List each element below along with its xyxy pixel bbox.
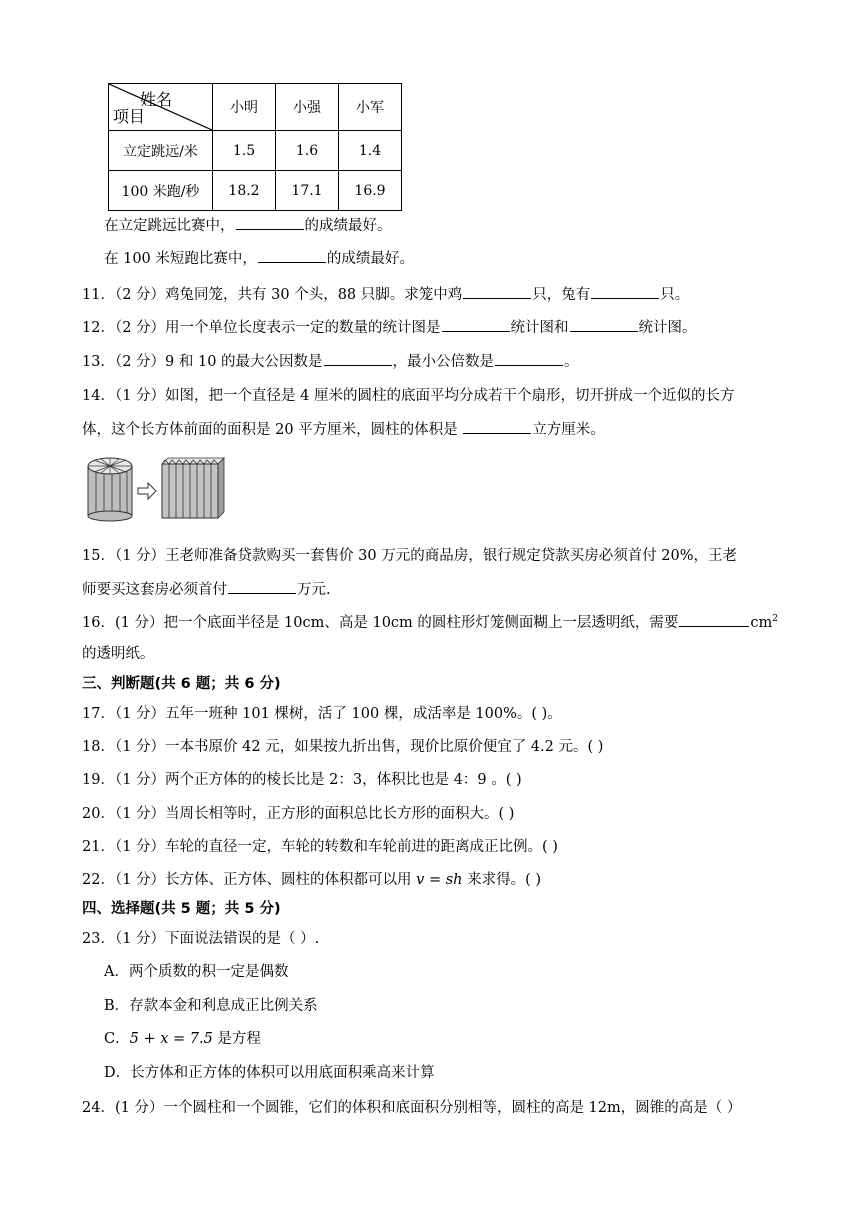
- cuboid-icon: [162, 458, 224, 518]
- q10-line1: 在立定跳远比赛中， 的成绩最好。: [104, 218, 392, 234]
- name-cell: 小强: [276, 84, 339, 131]
- row-label: 100 米跑/秒: [109, 171, 213, 211]
- name-cell: 小军: [339, 84, 402, 131]
- question-16-line2: 的透明纸。: [82, 646, 155, 662]
- section-3-heading: 三、判断题(共 6 题；共 6 分): [82, 676, 281, 692]
- value-cell: 1.6: [276, 131, 339, 171]
- option-a[interactable]: A．两个质数的积一定是偶数: [104, 964, 289, 980]
- value-cell: 16.9: [339, 171, 402, 211]
- option-c[interactable]: C．5 + x = 7.5 是方程: [104, 1031, 261, 1047]
- answer-blank[interactable]: [463, 420, 531, 434]
- question-21: 21．（1 分）车轮的直径一定，车轮的转数和车轮前进的距离成正比例。( ): [82, 839, 558, 855]
- option-b[interactable]: B．存款本金和利息成正比例关系: [104, 998, 318, 1014]
- name-cell: 小明: [213, 84, 276, 131]
- answer-blank[interactable]: [463, 285, 531, 299]
- question-17: 17．（1 分）五年一班种 101 棵树，活了 100 棵，成活率是 100%。( )。: [82, 706, 562, 722]
- value-cell: 1.4: [339, 131, 402, 171]
- question-23: 23．（1 分）下面说法错误的是（ ）.: [82, 931, 320, 947]
- question-13: 13．（2 分）9 和 10 的最大公因数是 ，最小公倍数是 。: [82, 354, 579, 370]
- volume-formula: v = sh: [416, 872, 463, 888]
- cylinder-to-cuboid-figure: [84, 454, 230, 522]
- option-d[interactable]: D．长方体和正方体的体积可以用底面积乘高来计算: [104, 1065, 435, 1081]
- arrow-icon: [138, 483, 156, 499]
- question-11: 11．（2 分）鸡兔同笼，共有 30 个头，88 只脚。求笼中鸡 只，兔有 只。: [82, 287, 690, 303]
- table-corner-cell: [109, 84, 213, 131]
- answer-blank[interactable]: [324, 352, 392, 366]
- row-label: 立定跳远/米: [109, 131, 213, 171]
- score-table: [108, 83, 402, 211]
- question-22: 22．（1 分）长方体、正方体、圆柱的体积都可以用 v = sh 来求得。( ): [82, 872, 542, 888]
- answer-blank[interactable]: [495, 352, 563, 366]
- question-15-line1: 15．（1 分）王老师准备贷款购买一套售价 30 万元的商品房，银行规定贷款买房必须首付 20%，王老: [82, 548, 738, 564]
- value-cell: 1.5: [213, 131, 276, 171]
- question-20: 20．（1 分）当周长相等时，正方形的面积总比长方形的面积大。( ): [82, 806, 515, 822]
- corner-bottom-label: 项目: [113, 107, 146, 126]
- question-12: 12．（2 分）用一个单位长度表示一定的数量的统计图是 统计图和 统计图。: [82, 320, 697, 336]
- answer-blank[interactable]: [679, 613, 749, 627]
- equation: 5 + x = 7.5: [129, 1031, 213, 1047]
- answer-blank[interactable]: [570, 318, 638, 332]
- value-cell: 17.1: [276, 171, 339, 211]
- section-4-heading: 四、选择题(共 5 题；共 5 分): [82, 901, 281, 917]
- answer-blank[interactable]: [258, 249, 326, 263]
- question-19: 19．（1 分）两个正方体的的棱长比是 2：3，体积比也是 4：9 。( ): [82, 772, 522, 788]
- question-14-line1: 14．（1 分）如图，把一个直径是 4 厘米的圆柱的底面平均分成若干个扇形，切开拼成一个近似的长方: [82, 388, 735, 404]
- question-16-line1: 16．(1 分）把一个底面半径是 10cm、高是 10cm 的圆柱形灯笼侧面糊上一层透明纸，需要 $cm^2$: [82, 614, 779, 631]
- value-cell: 18.2: [213, 171, 276, 211]
- question-15-line2: 师要买这套房必须首付 万元.: [82, 582, 331, 598]
- answer-blank[interactable]: [442, 318, 510, 332]
- question-18: 18．（1 分）一本书原价 42 元，如果按九折出售，现价比原价便宜了 4.2 元。( ): [82, 739, 604, 755]
- corner-top-label: 姓名: [139, 90, 172, 109]
- answer-blank[interactable]: [236, 216, 304, 230]
- answer-blank[interactable]: [591, 285, 659, 299]
- cylinder-icon: [88, 458, 132, 521]
- answer-blank[interactable]: [228, 580, 296, 594]
- question-14-line2: 体，这个长方体前面的面积是 20 平方厘米，圆柱的体积是 立方厘米。: [82, 422, 605, 438]
- q10-line2: 在 100 米短跑比赛中， 的成绩最好。: [104, 251, 414, 267]
- question-24: 24．(1 分）一个圆柱和一个圆锥，它们的体积和底面积分别相等，圆柱的高是 12m，圆锥的高是（ ）: [82, 1100, 742, 1116]
